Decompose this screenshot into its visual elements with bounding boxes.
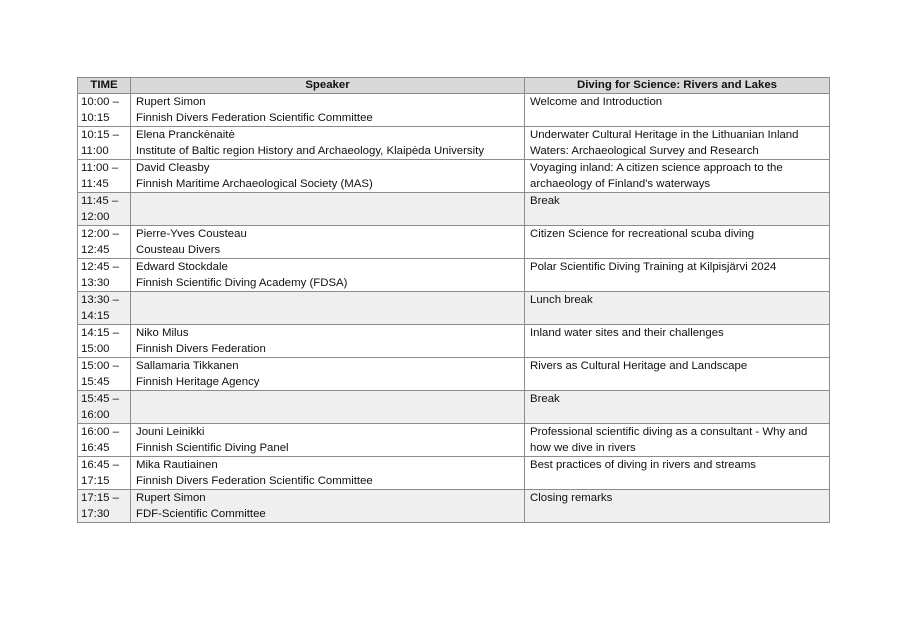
time-cell (78, 490, 131, 523)
speaker-cell (131, 292, 525, 325)
topic-cell: Closing remarks (525, 490, 830, 523)
speaker-organization: Finnish Divers Federation (136, 343, 266, 355)
speaker-cell (131, 193, 525, 226)
end-time: 16:45 (81, 442, 110, 454)
start-time: 11:00 – (81, 162, 119, 174)
time-cell (78, 94, 131, 127)
end-time: 11:00 (81, 145, 109, 157)
start-time: 13:30 – (81, 294, 120, 306)
table-row (78, 391, 830, 424)
table-row (78, 424, 830, 457)
speaker-cell (131, 457, 525, 490)
start-time: 12:00 – (81, 228, 120, 240)
start-time: 10:00 – (81, 96, 120, 108)
speaker-cell (131, 160, 525, 193)
time-cell (78, 292, 131, 325)
table-row (78, 259, 830, 292)
table-row (78, 325, 830, 358)
table-row (78, 490, 830, 523)
speaker-organization: Finnish Maritime Archaeological Society (MAS) (136, 178, 373, 190)
table-row (78, 226, 830, 259)
time-cell (78, 226, 131, 259)
end-time: 10:15 (81, 112, 110, 124)
end-time: 15:45 (81, 376, 110, 388)
speaker-cell (131, 358, 525, 391)
topic-cell: Break (525, 193, 830, 226)
speaker-organization: Institute of Baltic region History and Archaeology, Klaipėda University (136, 145, 485, 157)
speaker-name: Niko Milus (136, 327, 189, 339)
topic-cell: Rivers as Cultural Heritage and Landscape (525, 358, 830, 391)
time-cell (78, 457, 131, 490)
topic-cell: Break (525, 391, 830, 424)
start-time: 10:15 – (81, 129, 120, 141)
topic-cell: Underwater Cultural Heritage in the Lithuanian Inland Waters: Archaeological Survey and Research (525, 127, 830, 160)
topic-cell: Polar Scientific Diving Training at Kilpisjärvi 2024 (525, 259, 830, 292)
speaker-cell (131, 391, 525, 424)
time-cell (78, 424, 131, 457)
end-time: 13:30 (81, 277, 110, 289)
start-time: 12:45 – (81, 261, 120, 273)
speaker-name: Mika Rautiainen (136, 459, 218, 471)
topic-column-header: Diving for Science: Rivers and Lakes (525, 78, 830, 94)
topic-cell: Welcome and Introduction (525, 94, 830, 127)
speaker-organization: Cousteau Divers (136, 244, 221, 256)
speaker-cell (131, 226, 525, 259)
speaker-cell (131, 127, 525, 160)
start-time: 15:00 – (81, 360, 120, 372)
topic-cell: Lunch break (525, 292, 830, 325)
header-row (78, 78, 830, 94)
table-row (78, 193, 830, 226)
end-time: 14:15 (81, 310, 110, 322)
speaker-organization: Finnish Scientific Diving Panel (136, 442, 289, 454)
time-cell (78, 391, 131, 424)
speaker-name: Elena Pranckėnaitė (136, 129, 235, 141)
end-time: 11:45 (81, 178, 109, 190)
table-row (78, 457, 830, 490)
start-time: 15:45 – (81, 393, 120, 405)
time-cell (78, 127, 131, 160)
end-time: 17:30 (81, 508, 110, 520)
speaker-organization: Finnish Heritage Agency (136, 376, 260, 388)
start-time: 11:45 – (81, 195, 119, 207)
end-time: 16:00 (81, 409, 110, 421)
time-cell (78, 160, 131, 193)
start-time: 17:15 – (81, 492, 120, 504)
topic-cell: Citizen Science for recreational scuba diving (525, 226, 830, 259)
speaker-cell (131, 490, 525, 523)
speaker-cell (131, 94, 525, 127)
topic-cell: Best practices of diving in rivers and streams (525, 457, 830, 490)
table-row (78, 94, 830, 127)
speaker-name: Rupert Simon (136, 96, 206, 108)
table-row (78, 127, 830, 160)
topic-cell: Inland water sites and their challenges (525, 325, 830, 358)
end-time: 17:15 (81, 475, 110, 487)
time-cell (78, 325, 131, 358)
speaker-organization: Finnish Scientific Diving Academy (FDSA) (136, 277, 348, 289)
speaker-column-header: Speaker (131, 78, 525, 94)
start-time: 14:15 – (81, 327, 120, 339)
topic-cell: Voyaging inland: A citizen science approach to the archaeology of Finland's waterways (525, 160, 830, 193)
speaker-cell (131, 325, 525, 358)
time-cell (78, 193, 131, 226)
speaker-cell (131, 259, 525, 292)
start-time: 16:00 – (81, 426, 120, 438)
speaker-name: Rupert Simon (136, 492, 206, 504)
end-time: 15:00 (81, 343, 110, 355)
speaker-organization: Finnish Divers Federation Scientific Committee (136, 112, 373, 124)
table-row (78, 358, 830, 391)
start-time: 16:45 – (81, 459, 120, 471)
end-time: 12:45 (81, 244, 110, 256)
table-row (78, 292, 830, 325)
speaker-name: Sallamaria Tikkanen (136, 360, 239, 372)
speaker-name: Edward Stockdale (136, 261, 228, 273)
speaker-cell (131, 424, 525, 457)
speaker-name: Jouni Leinikki (136, 426, 205, 438)
time-cell (78, 259, 131, 292)
schedule-body (78, 94, 830, 523)
schedule-table (77, 77, 830, 523)
time-cell (78, 358, 131, 391)
speaker-name: Pierre-Yves Cousteau (136, 228, 247, 240)
speaker-organization: Finnish Divers Federation Scientific Committee (136, 475, 373, 487)
end-time: 12:00 (81, 211, 110, 223)
table-row (78, 160, 830, 193)
time-column-header: TIME (78, 78, 131, 94)
speaker-organization: FDF-Scientific Committee (136, 508, 266, 520)
speaker-name: David Cleasby (136, 162, 210, 174)
topic-cell: Professional scientific diving as a consultant - Why and how we dive in rivers (525, 424, 830, 457)
